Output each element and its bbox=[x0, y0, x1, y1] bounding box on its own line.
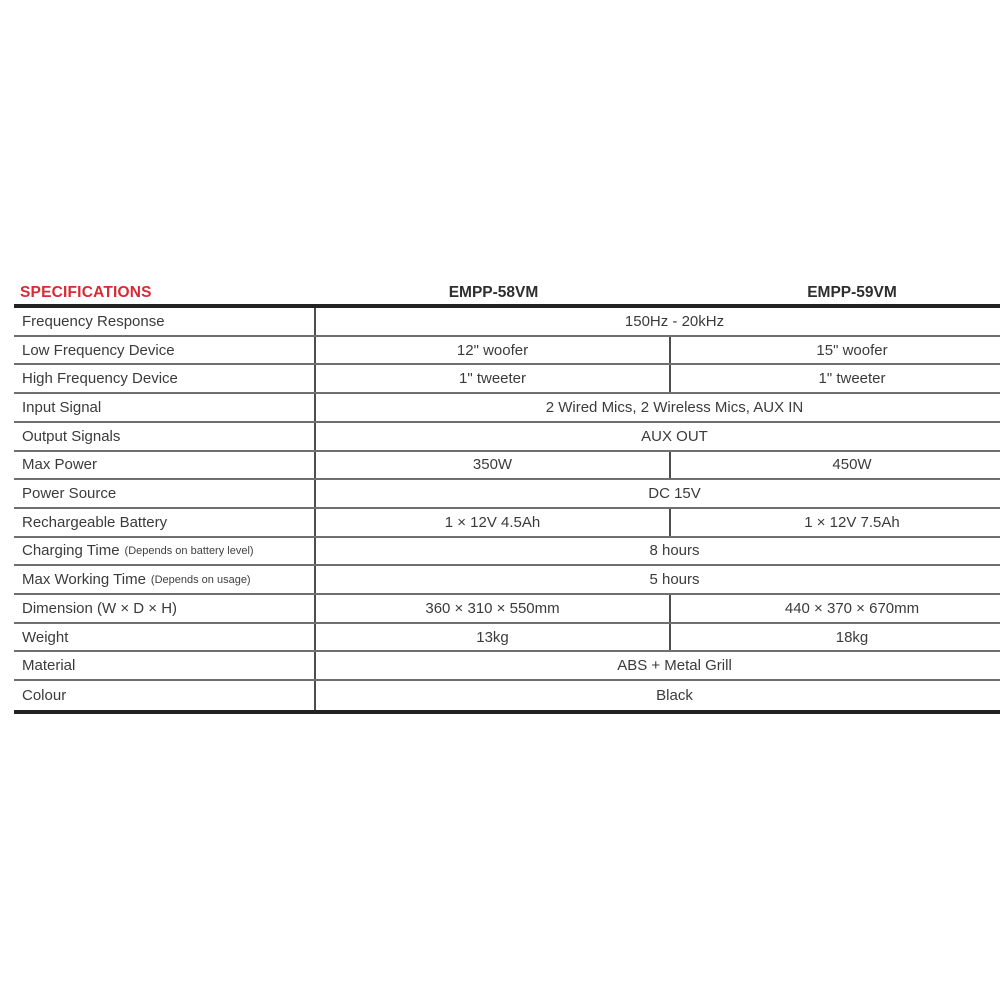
table-row bbox=[14, 480, 1000, 509]
table-row bbox=[14, 423, 1000, 452]
spec-label-cell bbox=[14, 652, 316, 679]
spec-value-both-models: AUX OUT bbox=[641, 427, 708, 445]
table-header-row bbox=[14, 281, 1000, 304]
spec-label: High Frequency Device bbox=[22, 370, 178, 388]
spec-value-both-models: Black bbox=[656, 686, 693, 704]
spec-label: Low Frequency Device bbox=[22, 341, 175, 359]
spec-value-empp-58vm: 12" woofer bbox=[316, 337, 671, 364]
table-row bbox=[14, 365, 1000, 394]
table-row bbox=[14, 308, 1000, 337]
spec-label: Charging Time bbox=[22, 542, 120, 560]
spec-value-both-models: ABS + Metal Grill bbox=[617, 657, 732, 675]
spec-label-cell bbox=[14, 337, 316, 364]
specifications-table bbox=[14, 281, 1000, 714]
spec-value-empp-59vm: 15" woofer bbox=[816, 341, 888, 359]
spec-label-cell bbox=[14, 365, 316, 392]
spec-label-cell bbox=[14, 624, 316, 651]
spec-label-cell bbox=[14, 509, 316, 536]
spec-label-cell bbox=[14, 538, 316, 565]
spec-value-both-models: 150Hz - 20kHz bbox=[624, 312, 725, 330]
spec-value-empp-59vm: 18kg bbox=[835, 628, 869, 646]
spec-label: Dimension (W × D × H) bbox=[22, 599, 178, 617]
spec-label-cell bbox=[14, 681, 316, 710]
table-row bbox=[14, 681, 1000, 710]
spec-value-empp-59vm: 450W bbox=[832, 456, 872, 474]
spec-value-empp-58vm: 1 × 12V 4.5Ah bbox=[316, 509, 671, 536]
spec-label-cell bbox=[14, 423, 316, 450]
spec-label-note: (Depends on battery level) bbox=[124, 544, 254, 557]
spec-label-cell bbox=[14, 308, 316, 335]
spec-value-empp-59vm: 440 × 370 × 670mm bbox=[784, 599, 920, 617]
table-row bbox=[14, 538, 1000, 567]
spec-label: Rechargeable Battery bbox=[22, 513, 168, 531]
spec-value-empp-58vm: 360 × 310 × 550mm bbox=[316, 595, 671, 622]
table-row bbox=[14, 337, 1000, 366]
spec-label-cell bbox=[14, 452, 316, 479]
spec-value-both-models: 2 Wired Mics, 2 Wireless Mics, AUX IN bbox=[545, 398, 804, 416]
spec-label: Max Power bbox=[22, 456, 98, 474]
spec-label: Output Signals bbox=[22, 427, 121, 445]
spec-label: Input Signal bbox=[22, 398, 102, 416]
spec-label: Power Source bbox=[22, 485, 117, 503]
spec-value-empp-58vm: 13kg bbox=[316, 624, 671, 651]
spec-label: Material bbox=[22, 657, 76, 675]
spec-value-both-models: DC 15V bbox=[648, 485, 701, 503]
spec-label-cell bbox=[14, 566, 316, 593]
table-row bbox=[14, 394, 1000, 423]
spec-value-empp-59vm: 1 × 12V 7.5Ah bbox=[804, 513, 900, 531]
table-row bbox=[14, 595, 1000, 624]
spec-label: Max Working Time bbox=[22, 571, 146, 589]
table-row bbox=[14, 509, 1000, 538]
spec-value-empp-58vm: 1" tweeter bbox=[316, 365, 671, 392]
spec-label-cell bbox=[14, 595, 316, 622]
spec-value-empp-59vm: 1" tweeter bbox=[818, 370, 886, 388]
spec-label-cell bbox=[14, 394, 316, 421]
spec-label: Weight bbox=[22, 628, 69, 646]
spec-label-cell bbox=[14, 480, 316, 507]
table-row bbox=[14, 566, 1000, 595]
column-header-empp-59vm: EMPP-59VM bbox=[807, 283, 897, 301]
table-row bbox=[14, 624, 1000, 653]
table-title: SPECIFICATIONS bbox=[20, 283, 152, 301]
table-row bbox=[14, 652, 1000, 681]
spec-value-both-models: 8 hours bbox=[649, 542, 700, 560]
column-header-empp-58vm: EMPP-58VM bbox=[448, 283, 539, 301]
spec-value-both-models: 5 hours bbox=[649, 571, 700, 589]
table-body bbox=[14, 304, 1000, 714]
spec-value-empp-58vm: 350W bbox=[316, 452, 671, 479]
spec-label-note: (Depends on usage) bbox=[150, 573, 251, 586]
spec-label: Colour bbox=[22, 686, 67, 704]
table-row bbox=[14, 452, 1000, 481]
spec-label: Frequency Response bbox=[22, 312, 165, 330]
